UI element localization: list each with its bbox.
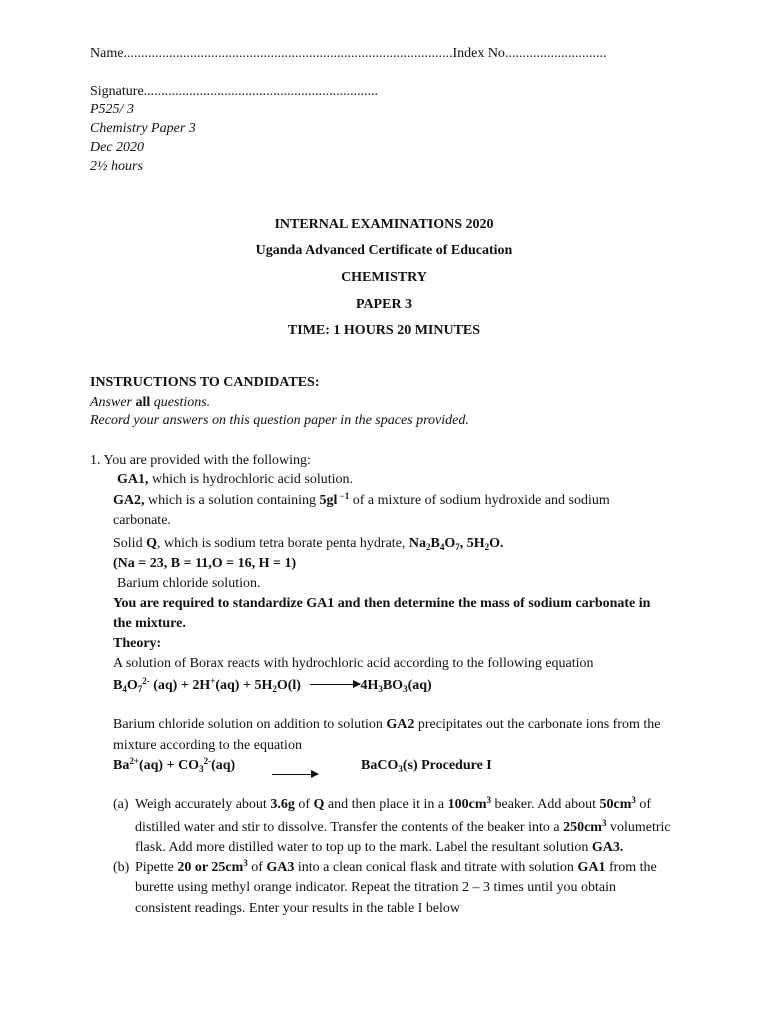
exam-title: INTERNAL EXAMINATIONS 2020 — [274, 217, 494, 232]
ga2-name: GA2, — [113, 493, 145, 508]
ga2-text: which is a solution containing — [144, 493, 320, 508]
part-b-label: (b) — [113, 860, 130, 875]
instruction-1-pre: Answer — [90, 395, 136, 410]
signature-line — [90, 82, 378, 102]
paper-name: Chemistry Paper 3 — [90, 121, 196, 136]
task-line-1: You are required to standardize GA1 and then determine the mass of sodium carbonate in — [113, 596, 651, 611]
q-text: , which is sodium tetra borate penta hydrate, — [156, 536, 409, 551]
exam-date: Dec 2020 — [90, 140, 145, 155]
instruction-2: Record your answers on this question paper in the spaces provided. — [90, 413, 469, 428]
ga2-text-2: of a mixture of sodium hydroxide and sodium — [349, 493, 610, 508]
time-title: TIME: 1 HOURS 20 MINUTES — [287, 323, 481, 338]
q-pre: Solid — [113, 536, 147, 551]
carbonate-equation: $Ba^{2+}(aq) + CO_3^{2-}(aq)$ — [113, 756, 236, 774]
name-label: Name — [90, 46, 124, 61]
ga2-concentration: 5gl — [319, 493, 338, 508]
atomic-masses: (Na = 23, B = 11,O = 16, H = 1) — [113, 556, 297, 571]
q-formula: $Na_2B_4O_7$, $5H_2O$. — [408, 536, 504, 552]
ga1-text: which is hydrochloric acid solution. — [148, 472, 354, 487]
paper-code: P525/ 3 — [90, 102, 134, 117]
index-label: Index No — [452, 46, 505, 61]
precipitation-line-2: mixture according to the equation — [113, 738, 302, 753]
solid-q-line — [113, 534, 504, 554]
part-b-line-3: consistent readings. Enter your results in the table I below — [135, 901, 461, 916]
ga1-name: GA1, — [117, 472, 149, 487]
subject-title: CHEMISTRY — [341, 270, 427, 285]
name-line — [90, 44, 606, 64]
reaction-arrow-icon — [310, 684, 360, 685]
borax-equation: $B_4O_7^{2-}$ $(aq) + 2H^+(aq) + 5H_2O(l)$ $4H_3BO_3(aq)$ — [113, 676, 432, 694]
part-a-line-2: distilled water and stir to dissolve. Transfer the contents of the beaker into a $250cm^3$ volumetric — [135, 818, 671, 835]
question-1-intro: 1. You are provided with the following: — [90, 453, 311, 468]
instruction-1-post: questions. — [150, 395, 211, 410]
signature-label: Signature — [90, 84, 144, 99]
exam-duration: 2½ hours — [90, 159, 143, 174]
ga1-line — [117, 470, 353, 490]
theory-text: A solution of Borax reacts with hydrochloric acid according to the following equation — [113, 656, 594, 671]
instructions-heading: INSTRUCTIONS TO CANDIDATES: — [90, 375, 320, 390]
ga2-line — [113, 491, 610, 511]
certificate-title: Uganda Advanced Certificate of Education — [255, 243, 513, 258]
q-name: Q — [146, 536, 157, 551]
precipitation-line-1: Barium chloride solution on addition to solution GA2 precipitates out the carbonate ions from the — [113, 717, 661, 732]
part-a-line-1: Weigh accurately about 3.6g of Q and then place it in a $100cm^3$ beaker. Add about $50cm^3$ of — [135, 795, 652, 812]
task-line-2: the mixture. — [113, 616, 186, 631]
ga2-concentration-exponent: −1 — [337, 491, 350, 501]
instruction-1-bold: all — [135, 395, 151, 410]
paper-title: PAPER 3 — [355, 297, 413, 312]
part-b-line-1: Pipette 20 or $25cm^3$ of GA3 into a clean conical flask and titrate with solution GA1 from the — [135, 858, 657, 875]
barium-chloride-item: Barium chloride solution. — [117, 576, 261, 591]
theory-heading: Theory: — [113, 636, 162, 651]
part-a-label: (a) — [113, 797, 129, 812]
part-b-line-2: burette using methyl orange indicator. Repeat the titration 2 – 3 times until you obtain — [135, 880, 616, 895]
index-dots: ............................. — [504, 46, 607, 61]
ga2-line-2: carbonate. — [113, 513, 171, 528]
instruction-1 — [90, 393, 210, 413]
precipitation-arrow-icon — [272, 774, 318, 775]
carbonate-equation-product: BaCO$_3$(s) Procedure I — [361, 758, 492, 774]
name-dots: .............................................................................................. — [123, 46, 453, 61]
signature-dots: ................................................................... — [143, 84, 379, 99]
part-a-line-3: flask. Add more distilled water to top up to the mark. Label the resultant solution GA3. — [135, 840, 624, 855]
